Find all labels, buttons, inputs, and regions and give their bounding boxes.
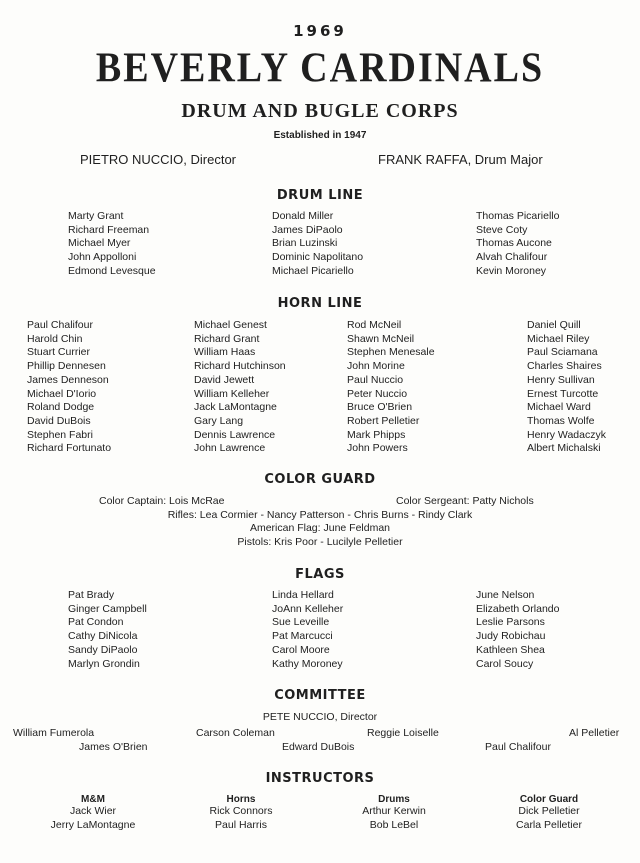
instructor-name: Dick Pelletier	[518, 805, 580, 817]
instructor-group-mm	[38, 794, 148, 832]
member-name: Thomas Aucone	[476, 237, 552, 250]
member-name: Michael Genest	[194, 319, 267, 331]
instructor-group-title: Color Guard	[519, 794, 579, 805]
instructors-heading: INSTRUCTORS	[265, 771, 375, 786]
instructor-name: Carla Pelletier	[516, 818, 582, 831]
member-name: Carol Soucy	[476, 657, 534, 670]
established-note: Established in 1947	[273, 130, 367, 141]
member-name: Richard Grant	[194, 332, 260, 345]
instructor-group-horns	[186, 794, 296, 832]
committee-chair: PETE NUCCIO, Director	[262, 711, 378, 723]
page-title: BEVERLY CARDINALS	[95, 44, 545, 92]
member-name: Pat Condon	[68, 616, 124, 629]
member-name: John Appolloni	[68, 251, 137, 264]
member-name: Henry Wadaczyk	[527, 428, 606, 441]
color-captain: Color Captain: Lois McRae	[99, 495, 225, 507]
member-name: Thomas Picariello	[476, 210, 560, 222]
drum-line-heading: DRUM LINE	[276, 188, 364, 203]
flags-column-1	[68, 589, 147, 671]
member-name: William Kelleher	[194, 387, 270, 400]
member-name: Peter Nuccio	[347, 387, 408, 400]
flags-column-2	[272, 589, 343, 671]
member-name: Michael Picariello	[272, 264, 354, 277]
member-name: Leslie Parsons	[476, 616, 545, 629]
member-name: James DiPaolo	[272, 223, 343, 236]
drum-line-column-1	[68, 210, 156, 279]
member-name: Carol Moore	[272, 643, 330, 656]
member-name: David Jewett	[194, 373, 255, 386]
member-name: Charles Shaires	[527, 360, 602, 373]
pistols-line: Pistols: Kris Poor - Lucilyle Pelletier	[237, 536, 403, 548]
member-name: Donald Miller	[272, 210, 334, 222]
committee-member: Carson Coleman	[196, 727, 275, 739]
member-name: Edmond Levesque	[68, 264, 156, 277]
member-name: Albert Michalski	[527, 442, 601, 455]
member-name: Mark Phipps	[347, 428, 406, 441]
instructor-name: Rick Connors	[209, 805, 273, 817]
american-flag-line: American Flag: June Feldman	[249, 522, 391, 534]
member-name: Michael D'Iorio	[27, 387, 97, 400]
member-name: Elizabeth Orlando	[476, 602, 560, 615]
committee-heading: COMMITTEE	[274, 688, 366, 703]
drum-line-column-2	[272, 210, 363, 279]
horn-line-column-2	[194, 319, 286, 456]
member-name: Dominic Napolitano	[272, 251, 364, 264]
instructor-name: Paul Harris	[215, 818, 267, 831]
member-name: Richard Freeman	[68, 223, 150, 236]
member-name: Paul Sciamana	[527, 346, 598, 359]
member-name: Marlyn Grondin	[68, 657, 140, 670]
member-name: John Powers	[347, 442, 408, 455]
instructor-name: Arthur Kerwin	[362, 805, 426, 817]
instructor-group-title: M&M	[81, 794, 105, 805]
director: PIETRO NUCCIO, Director	[80, 152, 237, 167]
member-name: Judy Robichau	[476, 630, 546, 643]
member-name: June Nelson	[476, 589, 535, 601]
member-name: Thomas Wolfe	[527, 414, 595, 427]
committee-member: William Fumerola	[13, 727, 95, 739]
member-name: Kathleen Shea	[476, 643, 545, 656]
committee-member: Edward DuBois	[282, 741, 355, 753]
member-name: John Lawrence	[194, 442, 266, 455]
member-name: Robert Pelletier	[347, 414, 420, 427]
member-name: Stephen Menesale	[347, 346, 435, 359]
member-name: Paul Chalifour	[27, 319, 93, 331]
member-name: Alvah Chalifour	[476, 251, 548, 264]
member-name: Brian Luzinski	[272, 237, 338, 250]
instructor-group-title: Horns	[226, 794, 256, 805]
committee-member: James O'Brien	[79, 741, 148, 753]
member-name: Pat Marcucci	[272, 630, 333, 643]
horn-line-column-4	[527, 319, 606, 456]
member-name: Pat Brady	[68, 589, 115, 601]
member-name: Henry Sullivan	[527, 373, 595, 386]
member-name: Michael Ward	[527, 401, 591, 414]
member-name: Richard Fortunato	[27, 442, 112, 455]
member-name: Phillip Dennesen	[27, 360, 106, 373]
member-name: David DuBois	[27, 414, 91, 427]
horn-line-column-1	[27, 319, 111, 456]
flags-heading: FLAGS	[295, 567, 345, 582]
member-name: Marty Grant	[68, 210, 124, 222]
member-name: Stephen Fabri	[27, 428, 93, 441]
member-name: Cathy DiNicola	[68, 630, 138, 643]
member-name: Dennis Lawrence	[194, 428, 276, 441]
member-name: Harold Chin	[27, 332, 83, 345]
rifles-line: Rifles: Lea Cormier - Nancy Patterson - Chris Burns - Rindy Clark	[167, 509, 473, 521]
drum-major: FRANK RAFFA, Drum Major	[378, 152, 543, 167]
member-name: Stuart Currier	[27, 346, 91, 359]
instructor-name: Jerry LaMontagne	[50, 818, 136, 831]
member-name: Ernest Turcotte	[527, 387, 599, 400]
member-name: Linda Hellard	[272, 589, 334, 601]
member-name: Paul Nuccio	[347, 373, 404, 386]
member-name: James Denneson	[27, 373, 109, 386]
instructor-group-drums	[339, 794, 449, 832]
member-name: Michael Riley	[527, 332, 590, 345]
member-name: Jack LaMontagne	[194, 401, 277, 414]
member-name: Sue Leveille	[272, 616, 330, 629]
horn-line-column-3	[347, 319, 435, 456]
member-name: Kevin Moroney	[476, 264, 547, 277]
page-subtitle: DRUM AND BUGLE CORPS	[181, 100, 459, 122]
instructor-group-title: Drums	[378, 794, 410, 805]
committee-member: Al Pelletier	[569, 727, 620, 739]
member-name: Sandy DiPaolo	[68, 643, 138, 656]
member-name: Michael Myer	[68, 237, 131, 250]
committee-member: Reggie Loiselle	[367, 727, 439, 739]
instructor-name: Jack Wier	[69, 805, 117, 817]
member-name: Ginger Campbell	[68, 602, 147, 615]
color-sergeant: Color Sergeant: Patty Nichols	[396, 495, 534, 507]
drum-line-column-3	[476, 210, 559, 279]
member-name: Shawn McNeil	[347, 332, 415, 345]
member-name: John Morine	[347, 360, 405, 373]
horn-line-heading: HORN LINE	[277, 296, 363, 311]
member-name: Rod McNeil	[347, 319, 402, 331]
color-guard-heading: COLOR GUARD	[264, 472, 376, 487]
member-name: Daniel Quill	[527, 319, 581, 331]
instructor-group-color-guard	[494, 794, 604, 832]
member-name: JoAnn Kelleher	[272, 602, 344, 615]
year: 1969	[293, 22, 347, 40]
committee-member: Paul Chalifour	[485, 741, 551, 753]
member-name: Bruce O'Brien	[347, 401, 413, 414]
member-name: Gary Lang	[194, 414, 244, 427]
member-name: Steve Coty	[476, 223, 528, 236]
member-name: Richard Hutchinson	[194, 360, 286, 373]
flags-column-3	[476, 589, 559, 671]
instructor-name: Bob LeBel	[369, 818, 419, 831]
member-name: William Haas	[194, 346, 256, 359]
member-name: Roland Dodge	[27, 401, 95, 414]
member-name: Kathy Moroney	[272, 657, 343, 670]
